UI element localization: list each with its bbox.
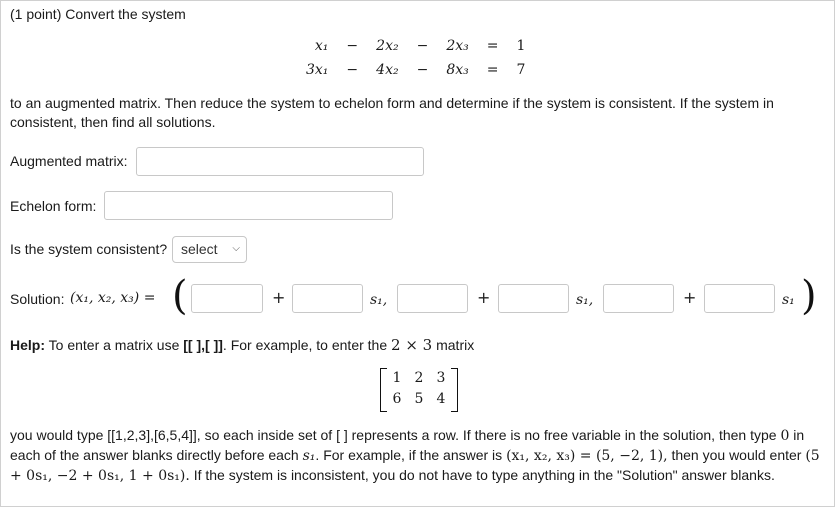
matrix-cell: 6	[392, 391, 402, 407]
problem-header: (1 point) Convert the system	[10, 6, 186, 22]
eq1-equals: =	[486, 38, 499, 54]
help-para-e: If the system is inconsistent, you do not have to type anything in the "Solution" answer blanks.	[193, 467, 775, 483]
matrix-right-bracket	[451, 368, 458, 412]
equation-row-2	[300, 58, 531, 82]
matrix-cell: 4	[436, 391, 446, 407]
help-s1: s₁	[302, 448, 316, 464]
eq2-equals: =	[486, 62, 499, 78]
help-example-answer: (x₁, x₂, x₃) = (5, −2, 1),	[506, 448, 668, 464]
eq2-rhs: 7	[516, 62, 526, 78]
solution-x3-constant-input[interactable]	[603, 284, 674, 313]
eq1-op1: −	[346, 38, 359, 54]
example-matrix	[380, 368, 458, 412]
help-para-c: . For example, if the answer is	[315, 447, 503, 463]
s1-variable-2: s₁,	[576, 292, 594, 308]
help-dims: 2 × 3	[391, 336, 433, 354]
help-zero: 0	[780, 428, 790, 444]
s1-variable-3: s₁	[782, 292, 795, 308]
help-brackets: [[ ],[ ]]	[183, 337, 223, 353]
eq1-term2: 2x₂	[376, 38, 399, 54]
consistent-select-value: select	[181, 241, 218, 257]
help-paragraph	[10, 426, 822, 486]
help-para-b: in each of the answer blanks directly before each	[10, 427, 805, 463]
echelon-label: Echelon form:	[10, 198, 97, 214]
matrix-left-bracket	[380, 368, 387, 412]
solution-label: Solution:	[10, 291, 65, 307]
equation-system	[300, 34, 531, 82]
eq2-term2: 4x₂	[376, 62, 399, 78]
solution-x3-coefficient-input[interactable]	[704, 284, 775, 313]
echelon-form-input[interactable]	[104, 191, 393, 220]
matrix-cell: 1	[392, 370, 402, 386]
solution-vector-label: (x₁, x₂, x₃) =	[70, 290, 156, 306]
left-paren: (	[172, 273, 188, 319]
eq2-term1: 3x₁	[306, 62, 329, 78]
augmented-label: Augmented matrix:	[10, 153, 128, 169]
equation-row-1	[300, 34, 531, 58]
augmented-matrix-input[interactable]	[136, 147, 424, 176]
solution-x2-coefficient-input[interactable]	[498, 284, 569, 313]
right-paren: )	[801, 273, 817, 319]
help-text-b: . For example, to enter the	[222, 337, 388, 353]
eq1-op2: −	[416, 38, 429, 54]
help-label: Help:	[10, 337, 45, 353]
s1-variable-1: s₁,	[370, 292, 388, 308]
help-line	[10, 336, 474, 354]
help-example-entry: (5 + 0s₁, −2 + 0s₁, 1 + 0s₁).	[10, 448, 820, 484]
solution-x1-constant-input[interactable]	[191, 284, 263, 313]
eq1-term3: 2x₃	[446, 38, 469, 54]
eq2-op1: −	[346, 62, 359, 78]
help-para-a: you would type [[1,2,3],[6,5,4]], so each inside set of [ ] represents a row. If there is no free variable in the solution, then type	[10, 427, 777, 443]
eq2-term3: 8x₃	[446, 62, 469, 78]
matrix-cell: 2	[414, 370, 424, 386]
eq1-rhs: 1	[516, 38, 526, 54]
consistent-select[interactable]	[172, 236, 247, 263]
plus-sign-3: +	[683, 288, 697, 307]
consistent-label: Is the system consistent?	[10, 241, 168, 257]
matrix-cell: 5	[414, 391, 424, 407]
plus-sign-1: +	[272, 288, 286, 307]
help-text-a: To enter a matrix use	[48, 337, 180, 353]
instructions-text: to an augmented matrix. Then reduce the system to echelon form and determine if the system is consistent. If the system in consistent, then find all solutions.	[10, 95, 774, 130]
matrix-cell: 3	[436, 370, 446, 386]
solution-x2-constant-input[interactable]	[397, 284, 468, 313]
help-text-c: matrix	[436, 337, 475, 353]
plus-sign-2: +	[477, 288, 491, 307]
chevron-down-icon: ⌵	[232, 243, 240, 254]
solution-x1-coefficient-input[interactable]	[292, 284, 363, 313]
eq1-term1: x₁	[314, 38, 329, 54]
help-para-d: then you would enter	[671, 447, 802, 463]
eq2-op2: −	[416, 62, 429, 78]
